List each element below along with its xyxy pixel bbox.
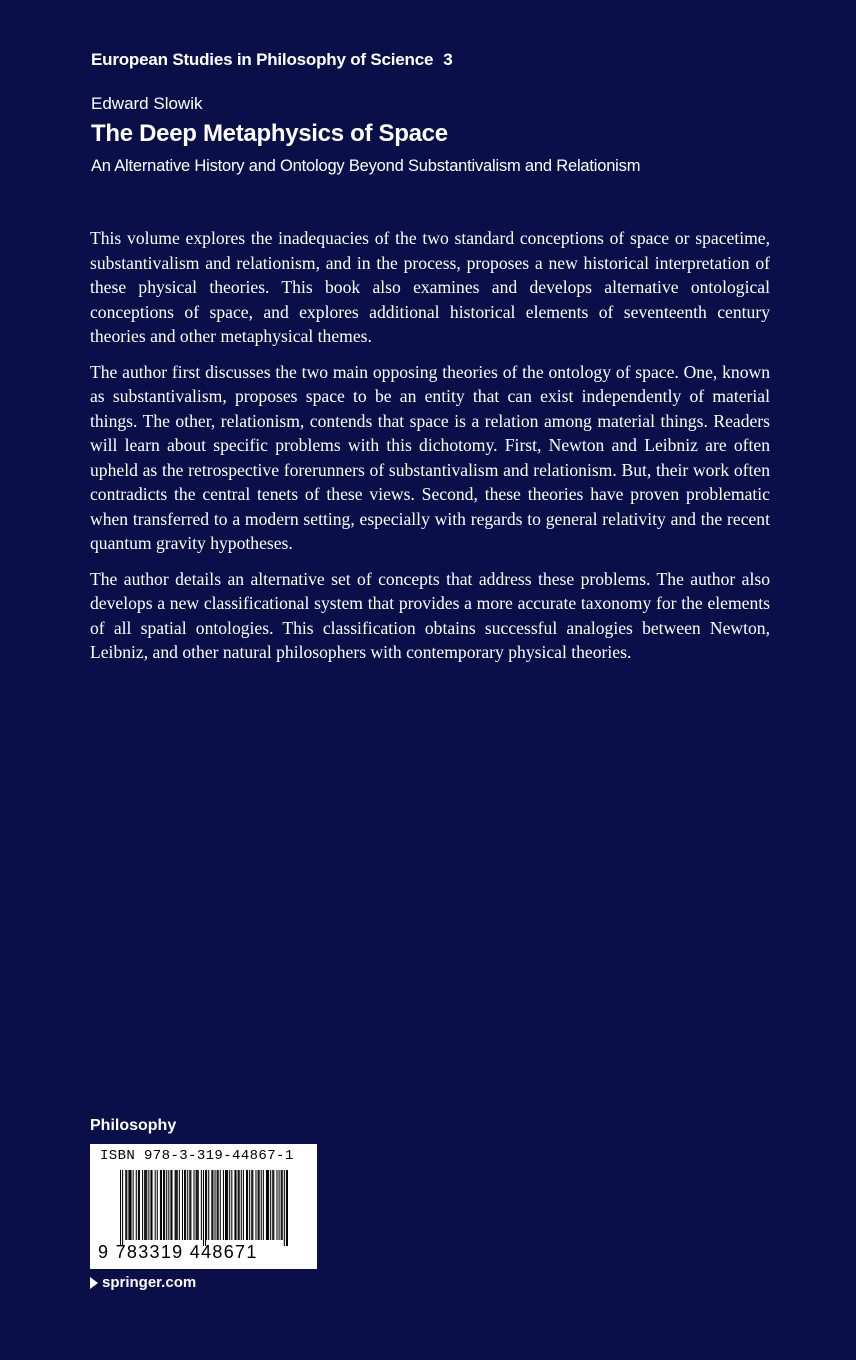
barcode-bar xyxy=(218,1170,219,1240)
triangle-right-icon xyxy=(90,1277,98,1289)
barcode-bar xyxy=(176,1170,177,1240)
barcode-bar xyxy=(203,1170,204,1246)
barcode-bar xyxy=(225,1170,226,1240)
barcode-bar xyxy=(267,1170,268,1240)
barcode-bar xyxy=(160,1170,161,1240)
barcode-bar xyxy=(196,1170,197,1240)
description-paragraph-3: The author details an alternative set of concepts that address these problems. The author also develops a new classificational system that provides a more accurate taxonomy for the elements of all spatial ontologies. This classification obtains successful analogies between Newton, Leibniz, and other natural philosophers with contemporary physical theories. xyxy=(90,568,770,662)
description-paragraph-2: The author first discusses the two main opposing theories of the ontology of space. One, known as substantivalism, proposes space to be an entity that can exist independently of material things. The other, relationism, contends that space is a relation among material things. Readers will learn about specific problems with this dichotomy. First, Newton and Leibniz are often upheld as the retrospective forerunners of substantivalism and relationism. But, their work often contradicts the central tenets of these views. Second, these theories have proven problematic when transferred to a modern setting, especially with regards to general relativity and the recent quantum gravity hypotheses. xyxy=(90,361,770,553)
barcode-bar xyxy=(146,1170,147,1240)
barcode-bar xyxy=(142,1170,143,1240)
barcode-bar xyxy=(251,1170,252,1240)
author-name: Edward Slowik xyxy=(91,94,203,113)
barcode-bar xyxy=(170,1170,171,1240)
barcode-bar xyxy=(284,1170,285,1246)
series-number: 3 xyxy=(443,50,453,69)
barcode-bar xyxy=(152,1170,153,1240)
barcode-bar xyxy=(268,1170,269,1240)
barcode-bar xyxy=(145,1170,146,1240)
barcode-bar xyxy=(238,1170,239,1240)
barcode-bar xyxy=(187,1170,188,1240)
barcode-bar xyxy=(247,1170,248,1240)
barcode-bar xyxy=(128,1170,129,1240)
barcode-bar xyxy=(226,1170,227,1240)
description-paragraph-1: This volume explores the inadequacies of the two standard conceptions of space or spacetime, substantivalism and relationism, and in the process, proposes a new historical interpretation of these physical theories. This book also examines and develops alternative ontological conceptions of space, and explores additional historical elements of seventeenth century theories and other metaphysical themes. xyxy=(90,228,770,346)
barcode-bar xyxy=(223,1170,224,1240)
barcode-bar xyxy=(194,1170,195,1240)
barcode-bar xyxy=(120,1170,121,1246)
barcode-bar xyxy=(252,1170,253,1240)
barcode-bar xyxy=(215,1170,216,1240)
barcode-bar xyxy=(246,1170,247,1240)
series-name: European Studies in Philosophy of Science xyxy=(91,50,434,69)
barcode-bar xyxy=(241,1170,242,1240)
barcode-bar xyxy=(126,1170,127,1240)
barcode-bar xyxy=(138,1170,139,1240)
website-label: springer.com xyxy=(102,1274,197,1291)
barcode-bar xyxy=(148,1170,149,1240)
barcode-bar xyxy=(131,1170,132,1240)
barcode-bar xyxy=(220,1170,221,1240)
barcode-bar xyxy=(182,1170,183,1240)
barcode-bar xyxy=(227,1170,228,1240)
barcode-bar xyxy=(129,1170,130,1240)
barcode-bar xyxy=(261,1170,262,1240)
barcode-bar xyxy=(133,1170,134,1240)
barcode-bar xyxy=(197,1170,198,1240)
barcode-bar xyxy=(281,1170,282,1240)
barcode-bar xyxy=(282,1170,283,1240)
barcode-bar xyxy=(163,1170,164,1240)
barcode-bar xyxy=(175,1170,176,1240)
barcode-bar xyxy=(185,1170,186,1240)
barcode-bar xyxy=(234,1170,235,1240)
barcode-bar xyxy=(198,1170,199,1240)
barcode-bar xyxy=(249,1170,250,1240)
barcode-bar xyxy=(150,1170,151,1240)
barcode-bar xyxy=(161,1170,162,1240)
barcode-bar xyxy=(125,1170,126,1240)
barcode-bar xyxy=(279,1170,280,1240)
barcode-bar xyxy=(122,1170,123,1246)
barcode-bar xyxy=(258,1170,259,1240)
barcode-bar xyxy=(239,1170,240,1240)
barcode-bar xyxy=(231,1170,232,1240)
barcode-bar xyxy=(184,1170,185,1240)
barcode-bar xyxy=(139,1170,140,1240)
series-title xyxy=(91,50,453,70)
publisher-website-link[interactable] xyxy=(90,1274,196,1291)
barcode-bar xyxy=(286,1170,287,1246)
barcode-bar xyxy=(201,1170,202,1240)
book-subtitle: An Alternative History and Ontology Beyond Substantivalism and Relationism xyxy=(91,157,641,175)
barcode-bar xyxy=(276,1170,277,1240)
subject-category: Philosophy xyxy=(90,1117,177,1134)
barcode-bar xyxy=(164,1170,165,1240)
book-description xyxy=(90,226,770,676)
isbn-barcode xyxy=(90,1144,317,1269)
barcode-bar xyxy=(255,1170,256,1240)
barcode-bar xyxy=(208,1170,209,1240)
barcode-bar xyxy=(211,1170,212,1240)
barcode-bar xyxy=(171,1170,172,1240)
barcode-bar xyxy=(270,1170,271,1240)
barcode-bar xyxy=(136,1170,137,1240)
barcode-bar xyxy=(243,1170,244,1240)
barcode-bar xyxy=(263,1170,264,1240)
barcode-bar xyxy=(273,1170,274,1240)
barcode-bar xyxy=(166,1170,167,1240)
barcode-bar xyxy=(217,1170,218,1240)
barcode-bar xyxy=(177,1170,178,1240)
barcode-bar xyxy=(168,1170,169,1240)
barcode-bar xyxy=(236,1170,237,1240)
barcode-bar xyxy=(229,1170,230,1240)
barcode-bar xyxy=(189,1170,190,1240)
barcode-bar xyxy=(179,1170,180,1240)
book-title: The Deep Metaphysics of Space xyxy=(91,120,448,147)
barcode-bars xyxy=(120,1170,288,1246)
barcode-bar xyxy=(287,1170,288,1246)
barcode-bar xyxy=(212,1170,213,1240)
barcode-bar xyxy=(266,1170,267,1240)
barcode-bar xyxy=(272,1170,273,1240)
barcode-bar xyxy=(205,1170,206,1246)
barcode-bar xyxy=(155,1170,156,1240)
barcode-bar xyxy=(157,1170,158,1240)
barcode-bar xyxy=(206,1170,207,1240)
barcode-bar xyxy=(190,1170,191,1240)
barcode-digits: 9 783319 448671 xyxy=(98,1242,258,1262)
barcode-bar xyxy=(144,1170,145,1240)
barcode-bar xyxy=(259,1170,260,1240)
isbn-label: ISBN 978-3-319-44867-1 xyxy=(100,1148,294,1164)
